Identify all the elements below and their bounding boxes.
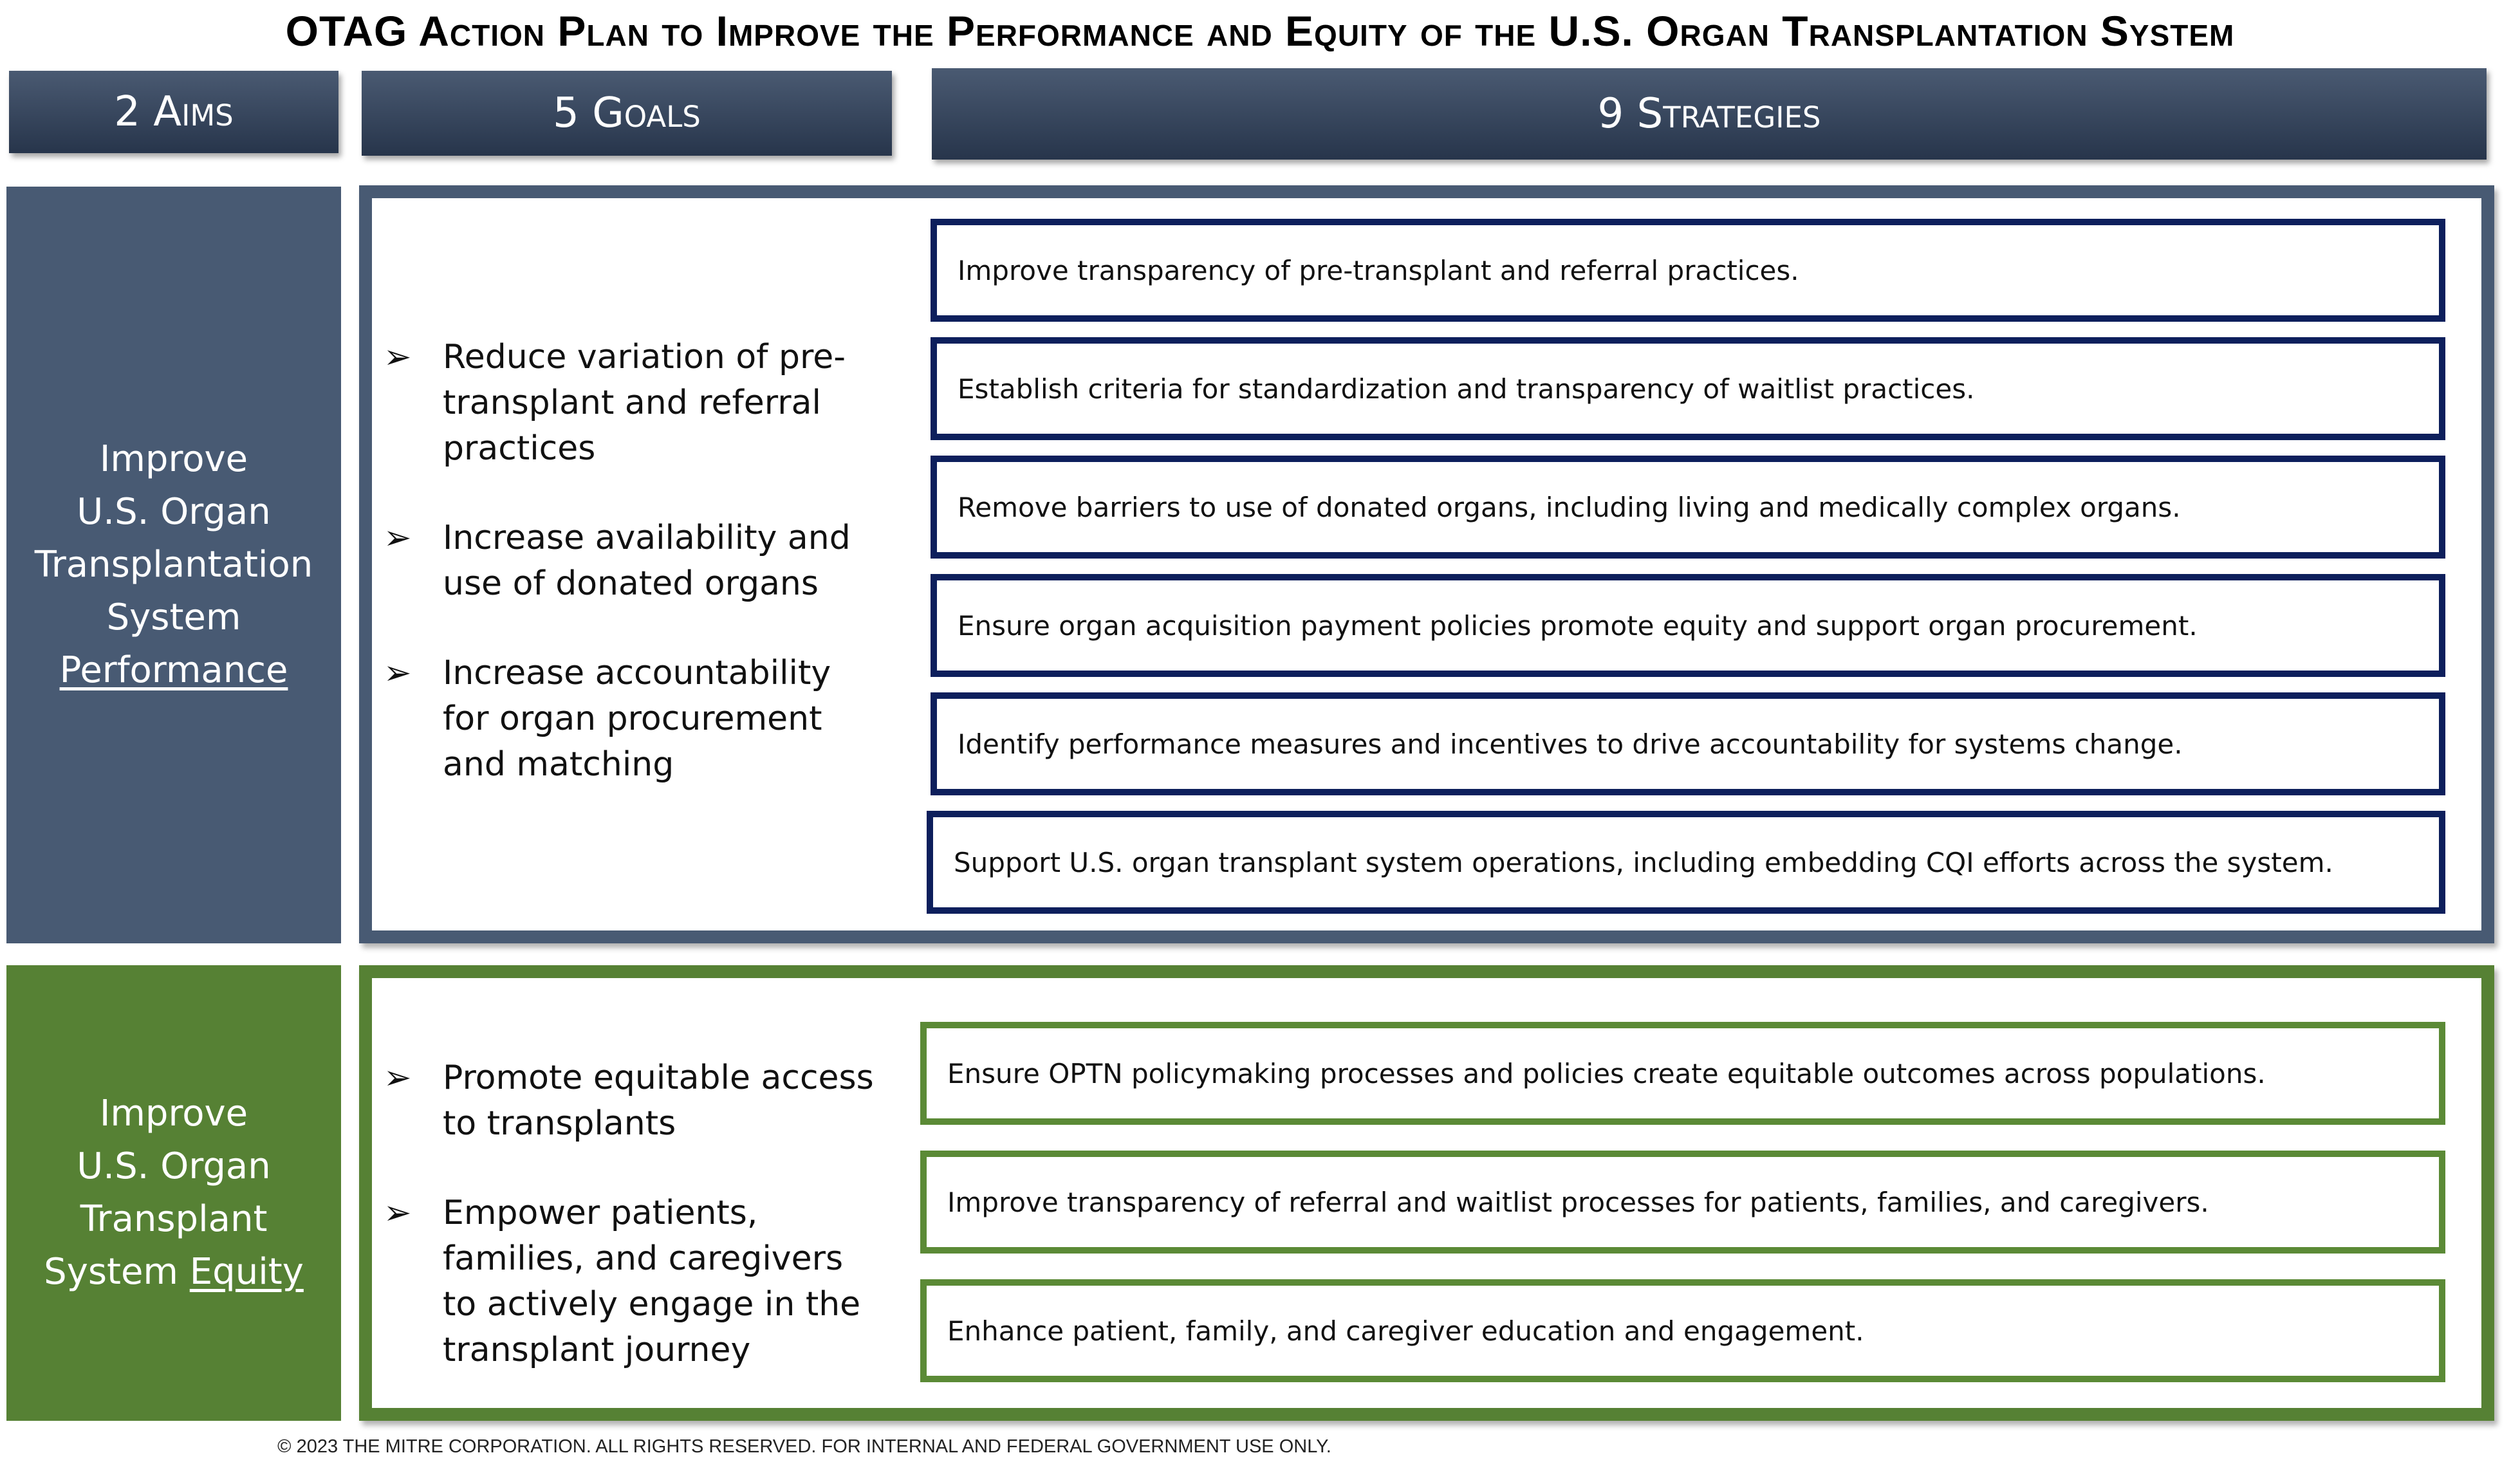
header-strategies: 9 Strategies xyxy=(932,68,2487,160)
aim-performance-line: U.S. Organ xyxy=(77,491,271,533)
goal-text: Increase availability and use of donated organs xyxy=(443,519,851,603)
strategy-box: Ensure OPTN policymaking processes and policies create equitable outcomes across populations. xyxy=(920,1022,2445,1125)
arrow-bullet-icon: ➢ xyxy=(384,519,412,557)
strategy-box: Support U.S. organ transplant system operations, including embedding CQI efforts across the system. xyxy=(927,811,2445,914)
goal-item xyxy=(384,1190,885,1373)
goal-item xyxy=(384,335,885,472)
arrow-bullet-icon: ➢ xyxy=(384,1194,412,1232)
goal-text: Reduce variation of pre-transplant and referral practices xyxy=(443,338,846,468)
goal-item xyxy=(384,651,885,788)
performance-goals-list xyxy=(384,335,885,831)
aim-equity-line: Transplant xyxy=(80,1198,268,1240)
aim-performance-line: System xyxy=(106,597,241,638)
strategy-box: Identify performance measures and incentives to drive accountability for systems change. xyxy=(931,692,2445,795)
arrow-bullet-icon: ➢ xyxy=(384,1059,412,1097)
aim-performance-line: Improve xyxy=(99,438,248,480)
goal-text: Promote equitable access to transplants xyxy=(443,1059,874,1143)
page-title: OTAG Action Plan to Improve the Performance and Equity of the U.S. Organ Transplantation System xyxy=(285,7,2235,55)
equity-goals-list xyxy=(384,1055,885,1417)
strategy-box: Establish criteria for standardization and transparency of waitlist practices. xyxy=(931,337,2445,440)
header-aims: 2 Aims xyxy=(9,71,338,153)
aim-equity-prefix: System xyxy=(44,1251,190,1293)
aim-performance-emphasis: Performance xyxy=(59,649,288,691)
aim-equity-emphasis: Equity xyxy=(189,1251,304,1293)
aim-equity-panel xyxy=(6,965,341,1421)
strategy-box: Ensure organ acquisition payment policies promote equity and support organ procurement. xyxy=(931,574,2445,677)
goal-text: Increase accountability for organ procurement and matching xyxy=(443,654,831,784)
aim-equity-line: Improve xyxy=(99,1093,248,1134)
aim-performance-line: Transplantation xyxy=(34,544,313,586)
strategy-box: Enhance patient, family, and caregiver education and engagement. xyxy=(920,1279,2445,1382)
copyright-footer: © 2023 THE MITRE CORPORATION. ALL RIGHTS RESERVED. FOR INTERNAL AND FEDERAL GOVERNMENT USE ONLY. xyxy=(277,1436,1331,1457)
aim-equity-line-last xyxy=(44,1246,304,1299)
arrow-bullet-icon: ➢ xyxy=(384,654,412,692)
arrow-bullet-icon: ➢ xyxy=(384,338,412,376)
goal-item xyxy=(384,515,885,607)
strategy-box: Remove barriers to use of donated organs, including living and medically complex organs. xyxy=(931,456,2445,559)
goal-text: Empower patients, families, and caregivers to actively engage in the transplant journey xyxy=(443,1194,861,1369)
goal-item xyxy=(384,1055,885,1147)
strategy-box: Improve transparency of pre-transplant and referral practices. xyxy=(931,219,2445,322)
header-goals: 5 Goals xyxy=(362,71,892,156)
aim-performance-panel xyxy=(6,187,341,943)
aim-equity-line: U.S. Organ xyxy=(77,1145,271,1187)
strategy-box: Improve transparency of referral and waitlist processes for patients, families, and caregivers. xyxy=(920,1151,2445,1254)
